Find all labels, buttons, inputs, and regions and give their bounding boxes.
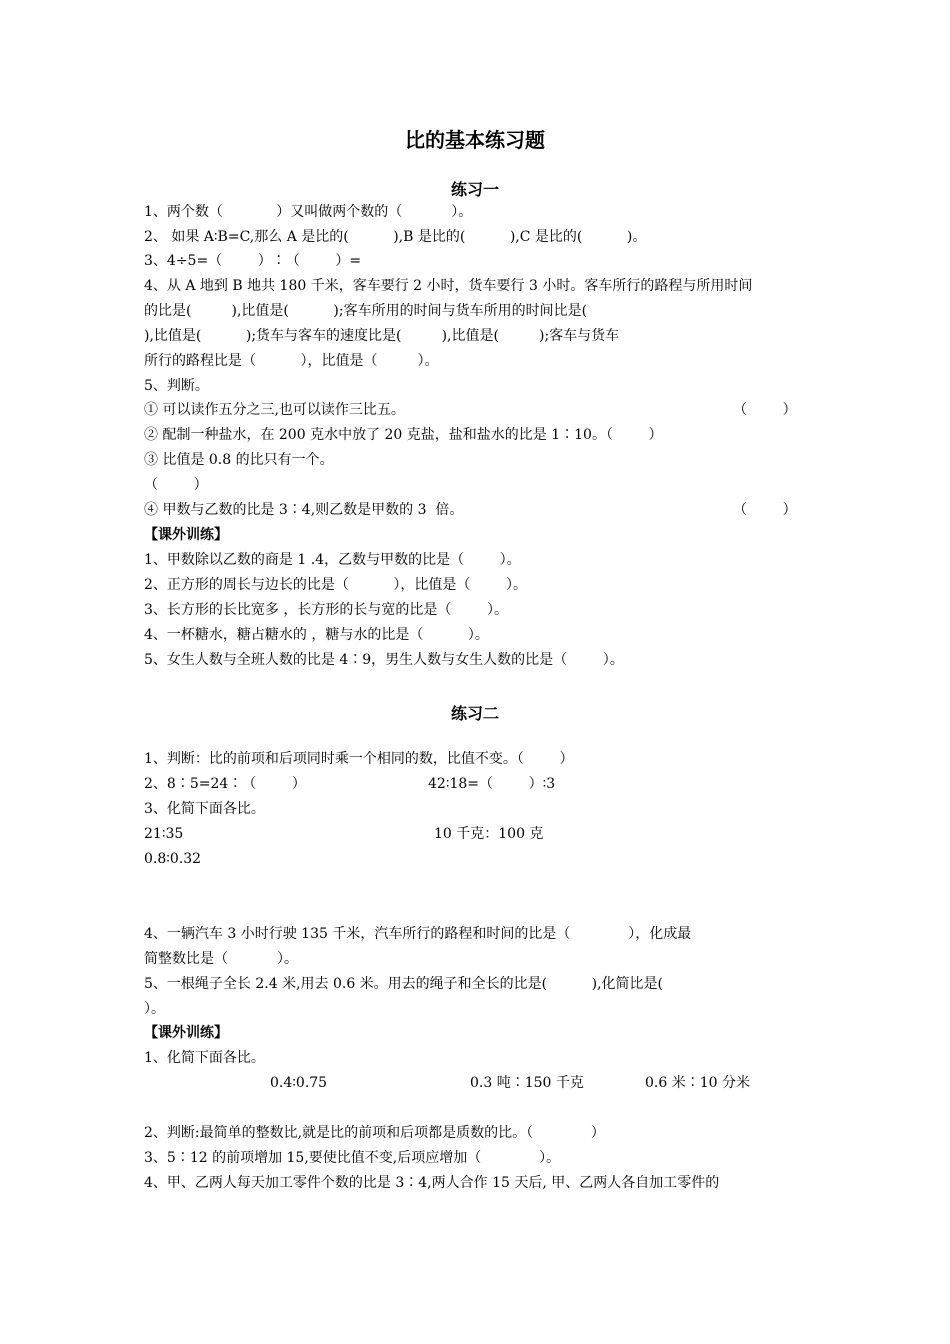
page-title: 比的基本练习题 xyxy=(405,128,545,152)
s2-line-1: 1、判断：比的前项和后项同时乘一个相同的数，比值不变。（ ） xyxy=(144,751,574,767)
s1-extra-5: 5、女生人数与全班人数的比是 4∶9，男生人数与女生人数的比是（ ）。 xyxy=(144,652,624,668)
s2-extra-2: 2、判断:最简单的整数比,就是比的前项和后项都是质数的比。（ ） xyxy=(144,1125,605,1141)
s2-line-3c: 0.8∶0.32 xyxy=(144,851,202,867)
s2-extra-1a: 0.4∶0.75 xyxy=(270,1075,328,1091)
s1-judge-2: ② 配制一种盐水，在 200 克水中放了 20 克盐，盐和盐水的比是 1∶10。（ ） xyxy=(144,427,663,443)
s2-extra-1: 1、化简下面各比。 xyxy=(144,1050,265,1066)
s1-line-1: 1、两个数（ ）又叫做两个数的（ ）。 xyxy=(144,204,473,220)
s1-extra-4: 4、一杯糖水，糖占糖水的 ，糖与水的比是（ ）。 xyxy=(144,627,489,643)
s2-line-4b: 简整数比是（ ）。 xyxy=(144,951,298,967)
s1-line-7: 所行的路程比是（ ），比值是（ ）。 xyxy=(144,353,439,369)
s2-line-5a: 5、一根绳子全长 2.4 米,用去 0.6 米。用去的绳子和全长的比是( ),化简比是( xyxy=(144,976,664,992)
s2-line-5b: ）。 xyxy=(144,1001,165,1017)
s1-line-6: ),比值是( );货车与客车的速度比是( ),比值是( );客车与货车 xyxy=(144,328,620,344)
s1-extra-2: 2、正方形的周长与边长的比是（ ），比值是（ ）。 xyxy=(144,577,528,593)
s2-line-2b: 42∶18=（ ）∶3 xyxy=(428,776,556,792)
s1-line-3: 3、4÷5=（ ）∶（ ）= xyxy=(144,253,362,269)
s1-judge-1-mark: （ ） xyxy=(733,402,797,418)
s1-judge-4-mark: （ ） xyxy=(733,502,797,518)
section-heading-2: 练习二 xyxy=(450,704,499,723)
s2-line-3: 3、化简下面各比。 xyxy=(144,801,265,817)
s2-extra-heading: 【课外训练】 xyxy=(144,1025,228,1041)
s2-extra-1b: 0.3 吨∶150 千克 xyxy=(470,1075,584,1091)
s1-extra-3: 3、长方形的长比宽多 ，长方形的长与宽的比是（ ）。 xyxy=(144,602,508,618)
s1-judge-1: ① 可以读作五分之三,也可以读作三比五。 xyxy=(144,402,405,418)
s1-line-4: 4、从 A 地到 B 地共 180 千米，客车要行 2 小时，货车要行 3 小时。客车所行的路程与所用时间 xyxy=(144,278,753,294)
s1-line-5: 的比是( ),比值是( );客车所用的时间与货车所用的时间比是( xyxy=(144,303,588,319)
s1-line-8: 5、判断。 xyxy=(144,378,209,394)
s2-extra-1c: 0.6 米∶10 分米 xyxy=(645,1075,750,1091)
s1-line-2: 2、 如果 A∶B=C,那么 A 是比的( ),B 是比的( ),C 是比的( )。 xyxy=(144,229,647,245)
s2-line-2a: 2、8∶5=24∶（ ） xyxy=(144,776,306,792)
s2-line-4a: 4、一辆汽车 3 小时行驶 135 千米，汽车所行的路程和时间的比是（ ），化成最 xyxy=(144,926,692,942)
s2-extra-4: 4、甲、乙两人每天加工零件个数的比是 3∶4,两人合作 15 天后, 甲、乙两人各自加工零件的 xyxy=(144,1175,720,1191)
s1-judge-3: ③ 比值是 0.8 的比只有一个。 xyxy=(144,452,334,468)
s2-line-3b: 10 千克：100 克 xyxy=(434,826,544,842)
s1-judge-4: ④ 甲数与乙数的比是 3∶4,则乙数是甲数的 3 倍。 xyxy=(144,502,464,518)
s1-judge-3-mark: （ ） xyxy=(144,477,208,493)
s1-extra-1: 1、甲数除以乙数的商是 1 .4，乙数与甲数的比是（ ）。 xyxy=(144,552,521,568)
section-heading-1: 练习一 xyxy=(450,180,499,199)
s2-extra-3: 3、5∶12 的前项增加 15,要使比值不变,后项应增加（ ）。 xyxy=(144,1150,561,1166)
s1-extra-heading: 【课外训练】 xyxy=(144,527,228,543)
s2-line-3a: 21∶35 xyxy=(144,826,184,842)
